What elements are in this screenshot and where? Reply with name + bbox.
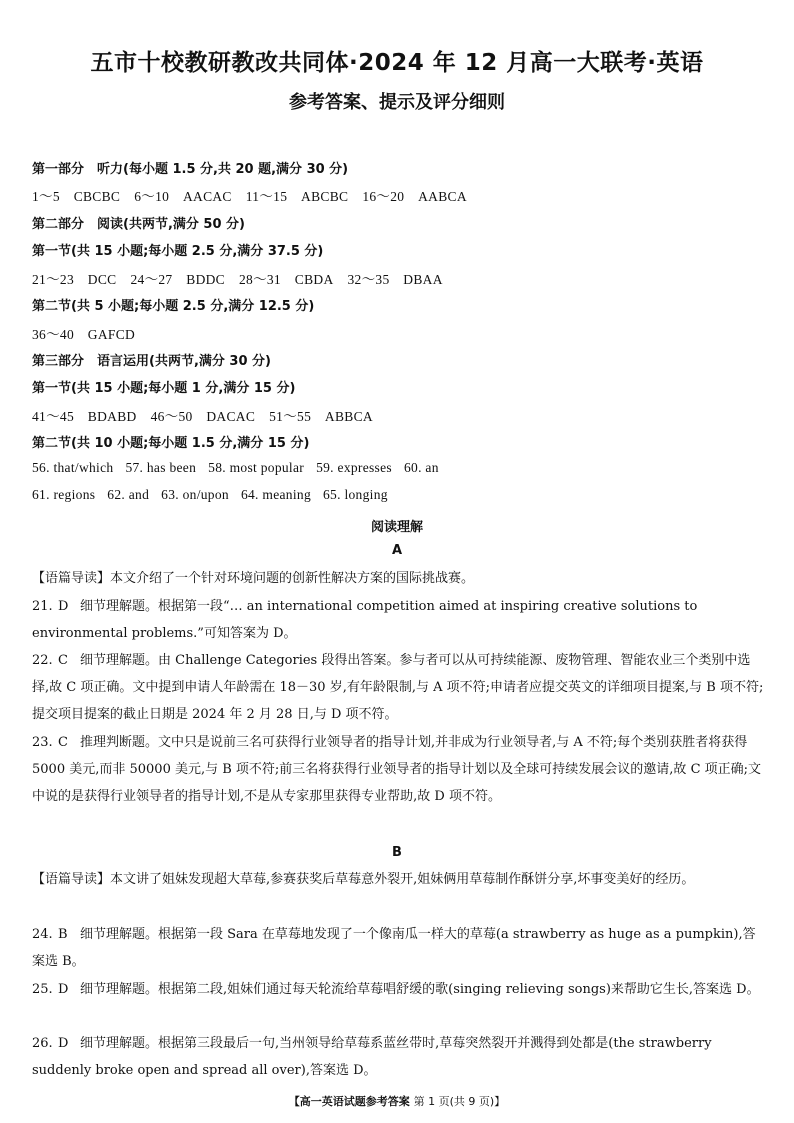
explanation-text: 细节理解题。根据第二段,姐妹们通过每天轮流给草莓唱舒缓的歌(singing relieving songs)来帮助它生长,答案选 D。 bbox=[80, 982, 760, 997]
part3-section2-answers-row1 bbox=[32, 460, 766, 476]
passage-b-label: B bbox=[392, 845, 402, 860]
fill-answer: 65. longing bbox=[323, 487, 388, 502]
explanation-text: 细节理解题。根据第一段“… an international competition aimed at inspiring creative solutions to environmental problems.”可知答案为 D。 bbox=[32, 599, 698, 641]
explanation-text: 细节理解题。由 Challenge Categories 段得出答案。参与者可以从可持续能源、废物管理、智能农业三个类别中选择,故 C 项正确。文中提到申请人年龄需在 18－30 岁,有年龄限制,与 A 项不符;申请者应提交英文的详细项目提案,与 B 项不符;提交项目提案的截止日期是 2024 年 2 月 28 日,与 D 项不符。 bbox=[32, 653, 764, 722]
part1-heading: 第一部分 听力(每小题 1.5 分,共 20 题,满分 30 分) bbox=[32, 162, 349, 177]
answer-key: C bbox=[58, 735, 68, 750]
question-number: 21. bbox=[32, 599, 53, 614]
answer-explanation bbox=[32, 921, 766, 975]
answer-group: 36～40 GAFCD bbox=[32, 327, 136, 342]
part3-heading: 第三部分 语言运用(共两节,满分 30 分) bbox=[32, 354, 271, 369]
answer-key: C bbox=[58, 653, 68, 668]
explanation-text: 细节理解题。根据第三段最后一句,当州领导给草莓系蓝丝带时,草莓突然裂开并溅得到处都是(the strawberry suddenly broke open and spread all over),答案选 D。 bbox=[32, 1036, 712, 1078]
answer-explanation bbox=[32, 976, 766, 1003]
page-title: 五市十校教研教改共同体·2024 年 12 月高一大联考·英语 bbox=[90, 50, 704, 76]
answer-explanation bbox=[32, 593, 766, 647]
explanation-text: 推理判断题。文中只是说前三名可获得行业领导者的指导计划,并非成为行业领导者,与 A 不符;每个类别获胜者将获得 5000 美元,而非 50000 美元,与 B 项不符;前三名将获得行业领导者的指导计划以及全球可持续发展会议的邀请,故 C 项正确;文中说的是获得行业领导者的指导计划,不是从专家那里获得专业帮助,故 D 项不符。 bbox=[32, 735, 762, 804]
fill-answer: 58. most popular bbox=[208, 460, 305, 475]
answer-explanation bbox=[32, 1030, 766, 1084]
answer-group: 1～5 CBCBC bbox=[32, 189, 121, 204]
part2-section1-heading: 第一节(共 15 小题;每小题 2.5 分,满分 37.5 分) bbox=[32, 244, 324, 259]
passage-a-label: A bbox=[391, 543, 403, 558]
answer-key: B bbox=[58, 927, 68, 942]
part3-section1-answers bbox=[32, 405, 766, 425]
fill-answer: 57. has been bbox=[125, 460, 197, 475]
fill-answer: 64. meaning bbox=[240, 487, 311, 502]
answer-group: 32～35 DBAA bbox=[347, 272, 443, 287]
fill-answer: 63. on/upon bbox=[161, 487, 229, 502]
explanation-text: 细节理解题。根据第一段 Sara 在草莓地发现了一个像南瓜一样大的草莓(a strawberry as huge as a pumpkin),答案选 B。 bbox=[32, 927, 756, 969]
answer-group: 21～23 DCC bbox=[32, 272, 117, 287]
question-number: 25. bbox=[32, 982, 53, 997]
answer-key: D bbox=[58, 599, 69, 614]
fill-answer: 61. regions bbox=[32, 487, 96, 502]
answer-group: 6～10 AACAC bbox=[134, 189, 232, 204]
fill-answer: 56. that/which bbox=[32, 460, 114, 475]
part2-heading: 第二部分 阅读(共两节,满分 50 分) bbox=[32, 217, 245, 232]
part2-section2-answers bbox=[32, 323, 766, 343]
answer-key: D bbox=[58, 982, 69, 997]
part2-section1-answers bbox=[32, 268, 766, 288]
part2-section2-heading: 第二节(共 5 小题;每小题 2.5 分,满分 12.5 分) bbox=[32, 299, 315, 314]
answer-group: 46～50 DACAC bbox=[150, 409, 256, 424]
fill-answer: 62. and bbox=[107, 487, 150, 502]
answer-group: 16～20 AABCA bbox=[362, 189, 467, 204]
answer-group: 28～31 CBDA bbox=[238, 272, 334, 287]
page-footer bbox=[0, 1093, 794, 1109]
reading-heading: 阅读理解 bbox=[370, 520, 423, 535]
passage-b-intro: 【语篇导读】本文讲了姐妹发现超大草莓,参赛获奖后草莓意外裂开,姐妹俩用草莓制作酥饼分享,坏事变美好的经历。 bbox=[32, 872, 695, 887]
part3-section2-answers-row2 bbox=[32, 487, 766, 503]
question-number: 23. bbox=[32, 735, 53, 750]
fill-answer: 60. an bbox=[403, 460, 439, 475]
passage-a-intro: 【语篇导读】本文介绍了一个针对环境问题的创新性解决方案的国际挑战赛。 bbox=[32, 571, 475, 586]
footer-page-number: 第 1 页(共 9 页)】 bbox=[413, 1095, 506, 1108]
answer-group: 24～27 BDDC bbox=[130, 272, 225, 287]
answer-explanation bbox=[32, 729, 766, 810]
footer-label: 【高一英语试题参考答案 bbox=[288, 1095, 410, 1108]
fill-answer: 59. expresses bbox=[316, 460, 392, 475]
part3-section2-heading: 第二节(共 10 小题;每小题 1.5 分,满分 15 分) bbox=[32, 436, 310, 451]
page-subtitle: 参考答案、提示及评分细则 bbox=[289, 92, 505, 113]
question-number: 26. bbox=[32, 1036, 53, 1051]
question-number: 24. bbox=[32, 927, 53, 942]
question-number: 22. bbox=[32, 653, 53, 668]
part1-answers bbox=[32, 185, 766, 205]
part3-section1-heading: 第一节(共 15 小题;每小题 1 分,满分 15 分) bbox=[32, 381, 296, 396]
answer-explanation bbox=[32, 647, 766, 728]
answer-group: 11～15 ABCBC bbox=[245, 189, 349, 204]
answer-key: D bbox=[58, 1036, 69, 1051]
answer-group: 41～45 BDABD bbox=[32, 409, 137, 424]
answer-group: 51～55 ABBCA bbox=[269, 409, 373, 424]
